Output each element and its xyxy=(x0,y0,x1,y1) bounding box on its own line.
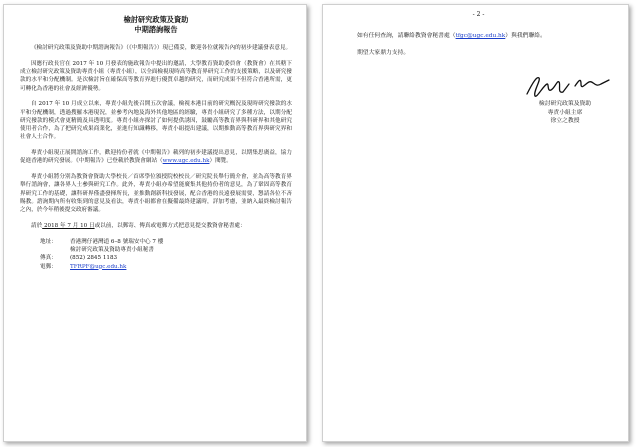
paragraph-consultation xyxy=(20,149,292,166)
signoff-block xyxy=(525,100,605,126)
document-page-1 xyxy=(3,4,307,442)
email-link[interactable]: TFRPF@ugc.edu.hk xyxy=(70,263,127,270)
signoff-line1: 檢討研究政策及資助 xyxy=(538,101,592,107)
deadline-date: 2018 年 7 月 10 日 xyxy=(42,223,95,229)
signature-image xyxy=(523,72,613,100)
fax-value: (852) 2845 1183 xyxy=(70,255,118,262)
consultation-text: 專責小組現正展開諮詢工作，歡迎持份者就《中期報告》載列的初步建議提出意見，以期集思廣益，協力促進香港的研究發展。《中期報告》已登載於教資會網站（ xyxy=(20,150,292,165)
signoff-line3: 徐立之教授 xyxy=(550,118,580,125)
paragraph-background: 因應行政長官在 2017 年 10 月發表的施政報告中提出的邀請，大學教育資助委員會（教資會）在其轄下成立檢討研究政策及資助專責小組（專責小組），以全面檢視現時高等教育界研究工作的支援策略，以及研究撥款的水平和分配機制。是次檢討旨在確保高等教育界進行優質卓越的研究，而研究成果不但符合香港所需，更可轉化為香港的社會及經濟優勢。 xyxy=(20,60,292,92)
doc-title-line2: 中期諮詢報告 xyxy=(134,24,178,34)
doc-title xyxy=(20,15,292,34)
fax-row xyxy=(40,254,292,262)
address-label: 地址： xyxy=(40,238,57,245)
deadline-text: 請於 xyxy=(31,223,43,229)
address-row xyxy=(40,238,292,255)
paragraph-intro: 《檢討研究政策及資助中期諮詢報告》（《中期報告》）現已備妥，歡迎各位就報告內的初步建議發表意見。 xyxy=(31,45,292,51)
doc-title-line1: 檢討研究政策及資助 xyxy=(123,15,189,24)
paragraph-deadline xyxy=(20,222,292,230)
paragraph-support: 期望大家鼎力支持。 xyxy=(357,50,410,56)
page-number: - 2 - xyxy=(472,11,485,18)
enquiry-text-end: ）與我們聯絡。 xyxy=(505,33,546,39)
contact-block xyxy=(40,238,292,271)
consultation-text-end: ）閱覽。 xyxy=(209,158,232,165)
email-label: 電郵： xyxy=(40,263,57,270)
address-value xyxy=(70,238,292,255)
handwritten-signature xyxy=(523,72,613,100)
ugc-website-link[interactable]: www.ugc.edu.hk xyxy=(162,158,210,165)
enquiry-email-link[interactable]: tfgc@ugc.edu.hk xyxy=(455,33,506,39)
signoff-line2: 專責小組主席 xyxy=(547,109,583,116)
document-page-2 xyxy=(322,4,629,442)
deadline-text-end: 或以前，以郵寄、傳真或電郵方式把意見提交教資會秘書處： xyxy=(94,223,246,229)
paragraph-enquiry xyxy=(343,32,614,41)
fax-label: 傳真： xyxy=(40,255,57,262)
paragraph-briefings: 專責小組將分別為教資會資助大學校長／首席學位頒授院校校長／研究院長舉行簡介會，並為高等教育界舉行諮詢會，讓各界人士參與研究工作。此外，專責小組亦希望能廣集其他持份者的意見，為了鞏固高等教育界研究工作的基礎，讓科研界僅盡發揮所長，並推動創新科技發展，配合香港的長遠發展需要，懇請各位不吝賜教。諮詢期內所有收集到的意見及看法，專責小組都會在擬備最終建議時，詳加考慮，並納入最終檢討報告之內，於今年稍後提交政府審議。 xyxy=(20,174,292,214)
email-row xyxy=(40,263,292,271)
address-line1: 香港灣仔港灣道 6–8 號瑞安中心 7 樓 xyxy=(70,238,164,245)
address-line2: 檢討研究政策及資助專責小組秘書 xyxy=(70,246,154,253)
paragraph-progress: 自 2017 年 10 月成立以來，專責小組先後召開五次會議，檢視本港目前的研究概況及現時研究撥款的水平和分配機制，透過搜羅本港現況，並參考內地及海外其他地區的經驗，專責小組研究了多種方法，以期分配研究撥款的模式會更精簡及具透明度。專責小組亦探討了如何提供誘因，鼓勵高等教育界與科研界和其他研究使用者合作，為了把研究成果商業化，並進行知識轉移，專責小組提出建議，以期推動高等教育界與研究界和社會人士合作。 xyxy=(20,101,292,141)
enquiry-text: 如有任何查詢，請聯絡教資會秘書處（ xyxy=(357,33,456,39)
